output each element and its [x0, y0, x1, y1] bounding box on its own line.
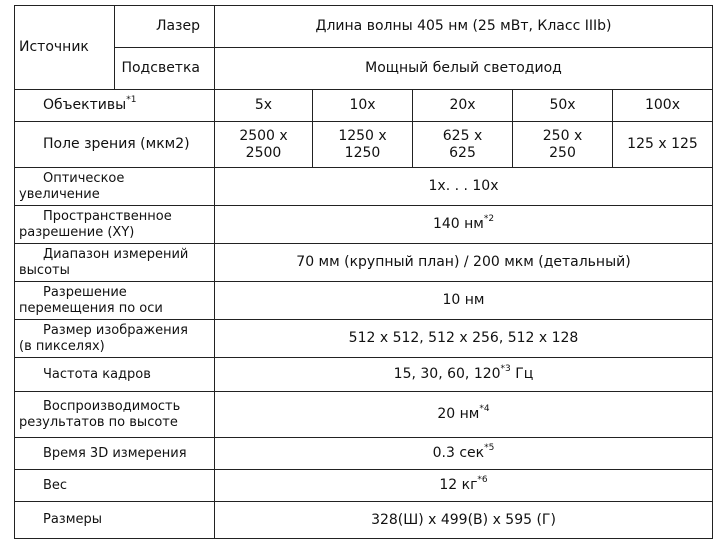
- row-value: 70 мм (крупный план) / 200 мкм (детальный): [215, 244, 713, 282]
- source-label: Источник: [15, 6, 115, 90]
- row-label: Размер изображения (в пикселях): [15, 320, 215, 358]
- row-value: 328(Ш) x 499(В) x 595 (Г): [215, 502, 713, 539]
- fov-label: Поле зрения (мкм2): [15, 122, 215, 168]
- row-value: 140 $нм^{*2}$: [215, 206, 713, 244]
- row-label: Воспроизводимость результатов по высоте: [15, 392, 215, 438]
- footnote-mark: *6: [477, 475, 488, 486]
- row-label: Оптическое увеличение: [15, 168, 215, 206]
- table-row: [15, 502, 713, 539]
- table-row: [15, 6, 713, 48]
- fov-cell: 2500 x 2500: [215, 122, 313, 168]
- table-row: [15, 244, 713, 282]
- footnote-mark: *4: [479, 404, 490, 415]
- row-label: Частота кадров: [15, 358, 215, 392]
- fov-cell: 250 x 250: [513, 122, 613, 168]
- objective-cell: 50x: [513, 90, 613, 122]
- table-row: [15, 320, 713, 358]
- fov-cell: 1250 x 1250: [313, 122, 413, 168]
- footnote-mark: *2: [483, 214, 495, 225]
- fov-cell: 125 x 125: [613, 122, 713, 168]
- row-label: Пространственное разрешение (XY): [15, 206, 215, 244]
- table-row: [15, 358, 713, 392]
- laser-label: Лазер: [115, 6, 215, 48]
- table-row: [15, 282, 713, 320]
- objective-cell: 5x: [215, 90, 313, 122]
- objectives-label: Объективы$^{*1}$: [15, 90, 215, 122]
- row-value: 0.3 сек$^{*5}$: [215, 438, 713, 470]
- row-value: 1x. . . 10x: [215, 168, 713, 206]
- footnote-mark: *1: [126, 95, 137, 106]
- objective-cell: 10x: [313, 90, 413, 122]
- table-row: [15, 122, 713, 168]
- row-value: 512 x 512, 512 x 256, 512 x 128: [215, 320, 713, 358]
- table-row: [15, 90, 713, 122]
- spec-table: [14, 5, 713, 539]
- objective-cell: 20x: [413, 90, 513, 122]
- illumination-value: Мощный белый светодиод: [215, 48, 713, 90]
- row-label: Вес: [15, 470, 215, 502]
- table-row: [15, 470, 713, 502]
- table-row: [15, 168, 713, 206]
- table-row: [15, 206, 713, 244]
- row-value: 12 $кг^{*6}$: [215, 470, 713, 502]
- row-label: Разрешение перемещения по оси: [15, 282, 215, 320]
- illumination-label: Подсветка: [115, 48, 215, 90]
- row-value: 20 $нм^{*4}$: [215, 392, 713, 438]
- footnote-mark: *5: [484, 443, 495, 454]
- objective-cell: 100x: [613, 90, 713, 122]
- laser-value: Длина волны 405 нм (25 мВт, Класс IIIb): [215, 6, 713, 48]
- row-value: 15, 30, 60, 120$^{*3}$ Гц: [215, 358, 713, 392]
- footnote-mark: *3: [500, 364, 511, 375]
- row-label: Диапазон измерений высоты: [15, 244, 215, 282]
- row-label: Размеры: [15, 502, 215, 539]
- row-value: 10 нм: [215, 282, 713, 320]
- fov-cell: 625 x 625: [413, 122, 513, 168]
- table-row: [15, 438, 713, 470]
- table-row: [15, 48, 713, 90]
- table-row: [15, 392, 713, 438]
- row-label: Время 3D измерения: [15, 438, 215, 470]
